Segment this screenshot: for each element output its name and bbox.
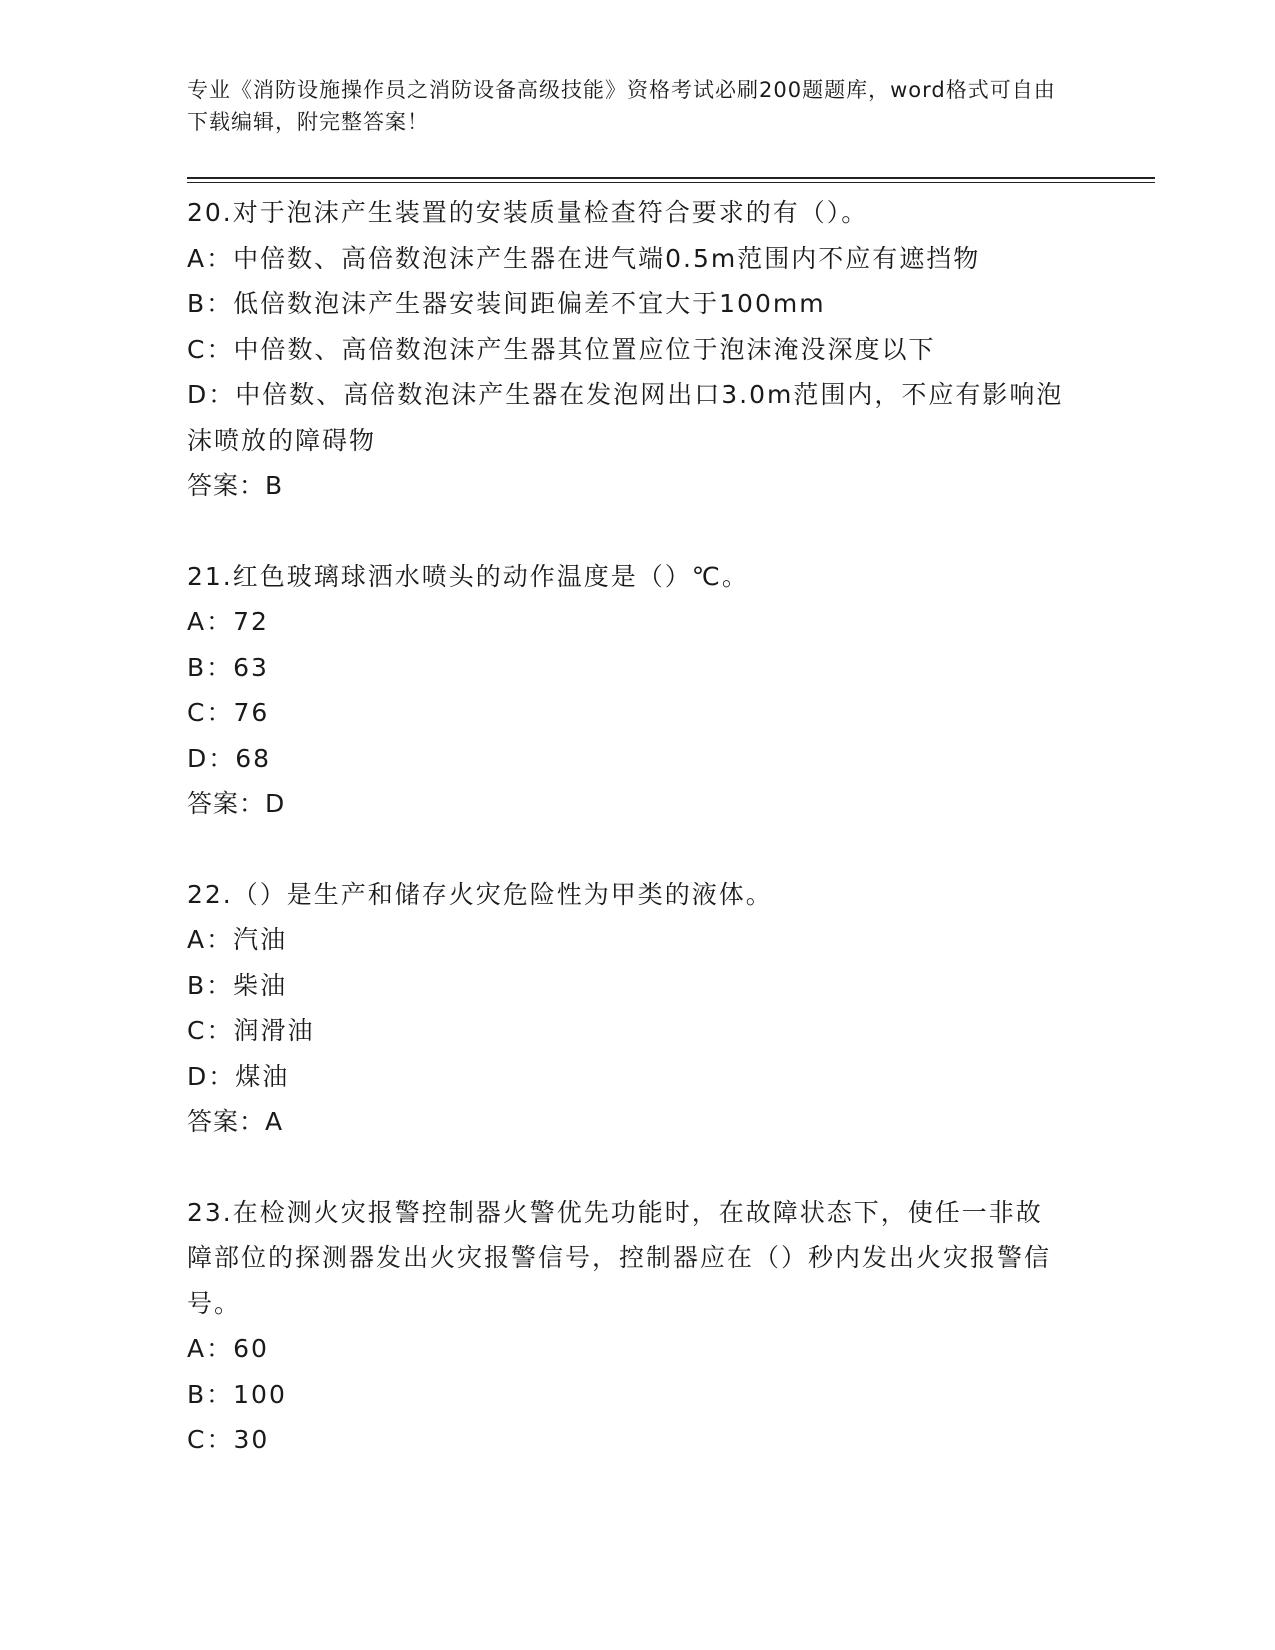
question-stem: 22.（）是生产和储存火灾危险性为甲类的液体。 — [187, 879, 773, 909]
option-d: D：煤油 — [187, 1061, 290, 1091]
answer-label: 答案：A — [187, 1107, 284, 1136]
option-c: C：润滑油 — [187, 1016, 315, 1045]
option-a: A：中倍数、高倍数泡沫产生器在进气端0.5m范围内不应有遮挡物 — [187, 243, 981, 273]
option-c: C：30 — [187, 1425, 270, 1454]
question-stem: 21.红色玻璃球洒水喷头的动作温度是（）℃。 — [187, 561, 749, 591]
option-c: C：中倍数、高倍数泡沫产生器其位置应位于泡沫淹没深度以下 — [187, 334, 936, 364]
option-b: B：100 — [187, 1379, 287, 1409]
option-a: A：72 — [187, 607, 269, 636]
document-header: 专业《消防设施操作员之消防设备高级技能》资格考试必刷200题题库，word格式可自由下载编辑，附完整答案！ — [187, 78, 1056, 134]
option-b: B：柴油 — [187, 970, 288, 1000]
question-stem: 20.对于泡沫产生装置的安装质量检查符合要求的有（）。 — [187, 198, 869, 227]
option-a: A：汽油 — [187, 925, 288, 954]
question-stem: 23.在检测火灾报警控制器火警优先功能时，在故障状态下，使任一非故障部位的探测器发出火灾报警信号，控制器应在（）秒内发出火灾报警信号。 — [187, 1197, 1052, 1318]
option-b: B：63 — [187, 652, 269, 682]
option-d: D：中倍数、高倍数泡沫产生器在发泡网出口3.0m范围内，不应有影响泡沫喷放的障碍物 — [187, 380, 1064, 455]
header-divider-thin — [187, 182, 1155, 183]
option-d: D：68 — [187, 743, 272, 773]
answer-label: 答案：B — [187, 471, 284, 500]
question-list — [187, 190, 1087, 1508]
header-divider-thick — [187, 177, 1155, 179]
option-c: C：76 — [187, 698, 270, 727]
question-item — [187, 1190, 1087, 1463]
option-b: B：低倍数泡沫产生器安装间距偏差不宜大于100mm — [187, 289, 826, 318]
question-item — [187, 190, 1087, 509]
question-item — [187, 872, 1087, 1145]
option-a: A：60 — [187, 1334, 269, 1363]
question-item — [187, 554, 1087, 827]
answer-label: 答案：D — [187, 789, 286, 818]
